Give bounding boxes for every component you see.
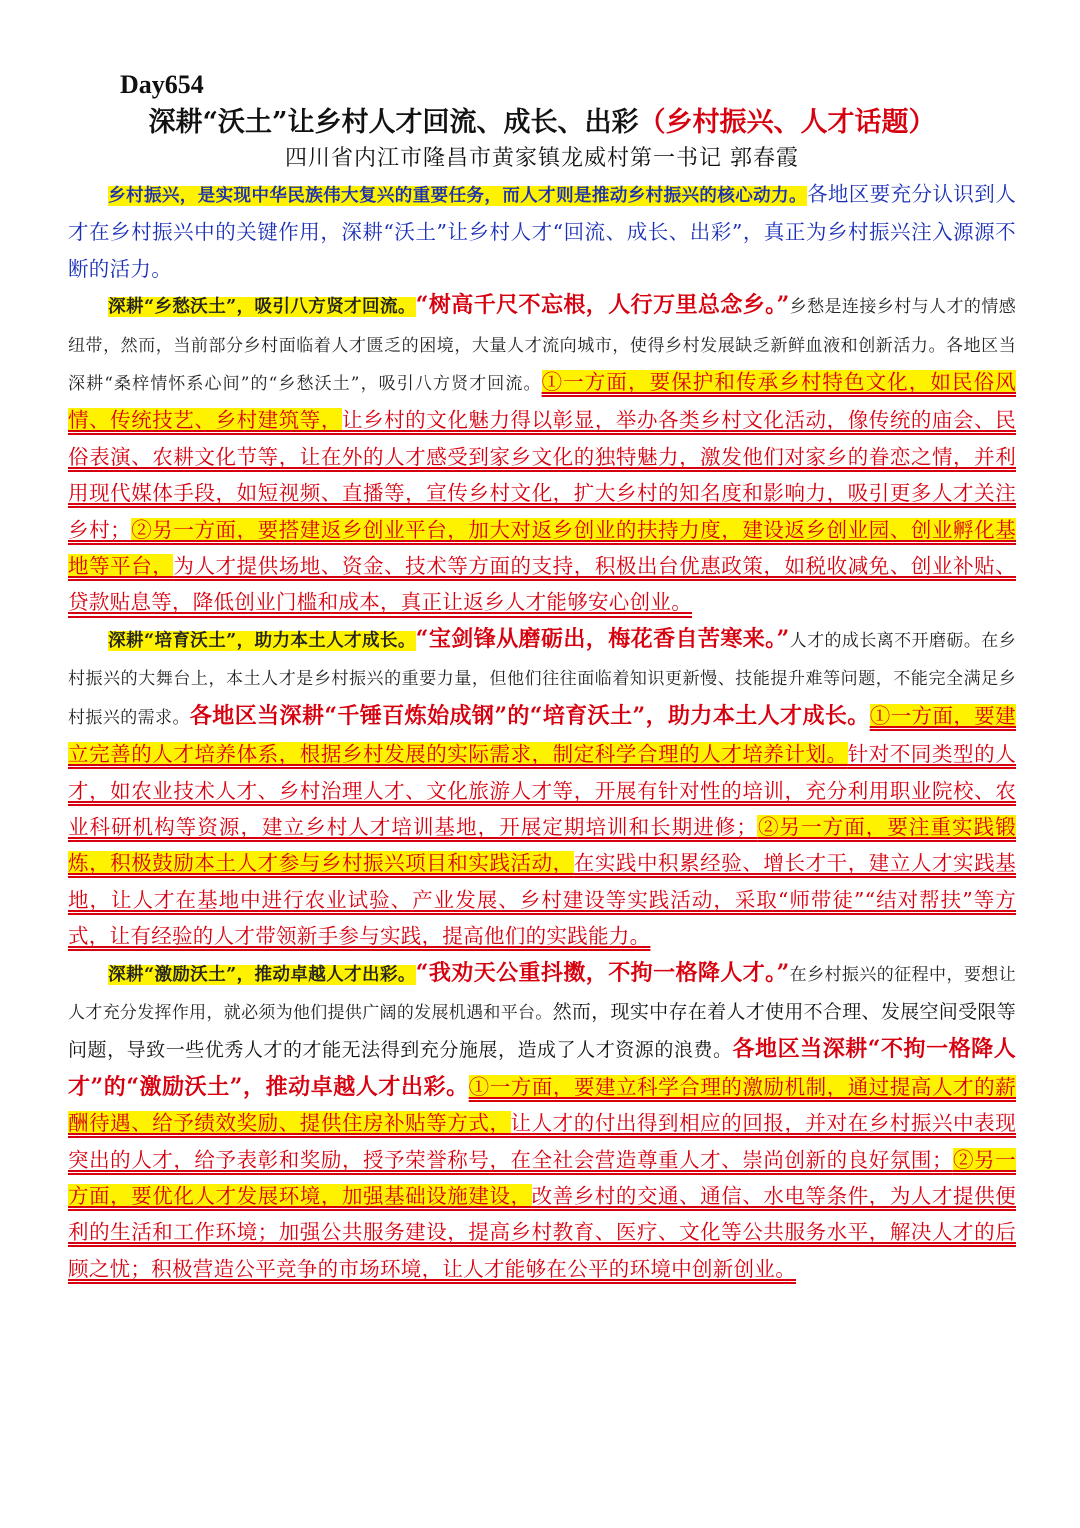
document-page (68, 66, 1016, 1287)
section1-point1-highlight: ①一方面，要保护和传承乡村特色文化，如民俗风情、传统技艺、乡村建筑等， (68, 370, 1016, 433)
section1-lead: 深耕“乡愁沃土”，吸引八方贤才回流。 (108, 297, 416, 318)
title-topic: （乡村振兴、人才话题） (638, 107, 936, 138)
section3-point2-highlight: ②另一方面，要优化人才发展环境，加强基础设施建设， (68, 1147, 1016, 1208)
section2-point2-highlight: ②另一方面，要注重实践锻炼，积极鼓励本土人才参与乡村振兴项目和实践活动， (68, 814, 1016, 876)
section3-body: 然而，现实中存在着人才使用不合理、发展空间受限等问题，导致一些优秀人才的才能无法得到充分施展，造成了人才资源的浪费。 (68, 1000, 1017, 1062)
day-label: Day654 (120, 70, 204, 99)
section1-paragraph (68, 287, 1016, 621)
intro-text: 各地区要充分认识到人才在乡村振兴中的关键作用，深耕“沃土”让乡村人才“回流、成长、出彩”，真正为乡村振兴注入源源不断的活力。 (68, 182, 1017, 281)
section1-point1-rest: 让乡村的文化魅力得以彰显，举办各类乡村文化活动，像传统的庙会、民俗表演、农耕文化节等，让在外的人才感受到家乡文化的独特魅力，激发他们对家乡的眷恋之情，并利用现代媒体手段，如短视频、直播等，宣传乡村文化，扩大乡村的知名度和影响力，吸引更多人才关注乡村； (68, 408, 1016, 542)
section3-paragraph (68, 955, 1016, 1288)
section3-thesis: 各地区当深耕“不拘一格降人才”的“激励沃土”，推动卓越人才出彩。 (68, 1036, 1017, 1100)
section3-point1-rest: 让人才的付出得到相应的回报，并对在乡村振兴中表现突出的人才，给予表彰和奖励，授予荣誉称号，在全社会营造尊重人才、崇尚创新的良好氛围； (68, 1111, 1016, 1172)
section2-paragraph (68, 621, 1016, 955)
intro-paragraph (68, 176, 1016, 287)
section1-point2-rest: 为人才提供场地、资金、技术等方面的支持，积极出台优惠政策，如税收减免、创业补贴、贷款贴息等，降低创业门槛和成本，真正让返乡人才能够安心创业。 (68, 554, 1017, 615)
section3-lead: 深耕“激励沃土”，推动卓越人才出彩。 (108, 964, 416, 985)
section3-point1-highlight: ①一方面，要建立科学合理的激励机制，通过提高人才的薪酬待遇、给予绩效奖励、提供住房补贴等方式， (68, 1074, 1016, 1136)
section3-quote: “我劝天公重抖擞，不拘一格降人才。” (415, 959, 790, 986)
author-line: 四川省内江市隆昌市黄家镇龙威村第一书记 郭春霞 (285, 146, 799, 171)
section3-point2-rest: 改善乡村的交通、通信、水电等条件，为人才提供便利的生活和工作环境；加强公共服务建设，提高乡村教育、医疗、文化等公共服务水平，解决人才的后顾之忧；积极营造公平竞争的市场环境，让人才能够在公平的环境中创新创业。 (68, 1183, 1016, 1281)
section2-thesis: 各地区当深耕“千锤百炼始成钢”的“培育沃土”，助力本土人才成长。 (189, 702, 870, 729)
article-title (68, 104, 1016, 142)
section2-point2-rest: 在实践中积累经验、增长才干，建立人才实践基地，让人才在基地中进行农业试验、产业发展、乡村建设等实践活动，采取“师带徒”“结对帮扶”等方式，让有经验的人才带领新手参与实践，提高他们的实践能力。 (68, 851, 1016, 949)
section1-point2-highlight: ②另一方面，要搭建返乡创业平台，加大对返乡创业的扶持力度，建设返乡创业园、创业孵化基地等平台， (68, 517, 1016, 579)
section1-quote: “树高千尺不忘根，人行万里总念乡。” (415, 292, 790, 319)
section2-lead: 深耕“培育沃土”，助力本土人才成长。 (108, 630, 416, 651)
section3-body-small: 在乡村振兴的征程中，要想让人才充分发挥作用，就必须为他们提供广阔的发展机遇和平台。 (68, 964, 1016, 1023)
section2-point1-rest: 针对不同类型的人才，如农业技术人才、乡村治理人才、文化旅游人才等，开展有针对性的培训，充分利用职业院校、农业科研机构等资源，建立乡村人才培训基地，开展定期培训和长期进修； (68, 742, 1016, 839)
section2-body: 人才的成长离不开磨砺。在乡村振兴的大舞台上，本土人才是乡村振兴的重要力量，但他们往往面临着知识更新慢、技能提升难等问题，不能完全满足乡村振兴的需求。 (68, 630, 1016, 728)
section2-quote: “宝剑锋从磨砺出，梅花香自苦寒来。” (415, 625, 790, 652)
title-main: 深耕“沃土”让乡村人才回流、成长、出彩 (148, 107, 639, 138)
section2-point1-highlight: ①一方面，要建立完善的人才培养体系，根据乡村发展的实际需求，制定科学合理的人才培养计划。 (68, 703, 1016, 767)
intro-lead: 乡村振兴，是实现中华民族伟大复兴的重要任务，而人才则是推动乡村振兴的核心动力。 (108, 186, 807, 206)
section1-body: 乡愁是连接乡村与人才的情感纽带，然而，当前部分乡村面临着人才匮乏的困境，大量人才流向城市，使得乡村发展缺乏新鲜血液和创新活力。各地区当深耕“桑梓情怀系心间”的“乡愁沃土”，吸引八方贤才回流。 (68, 297, 1016, 395)
